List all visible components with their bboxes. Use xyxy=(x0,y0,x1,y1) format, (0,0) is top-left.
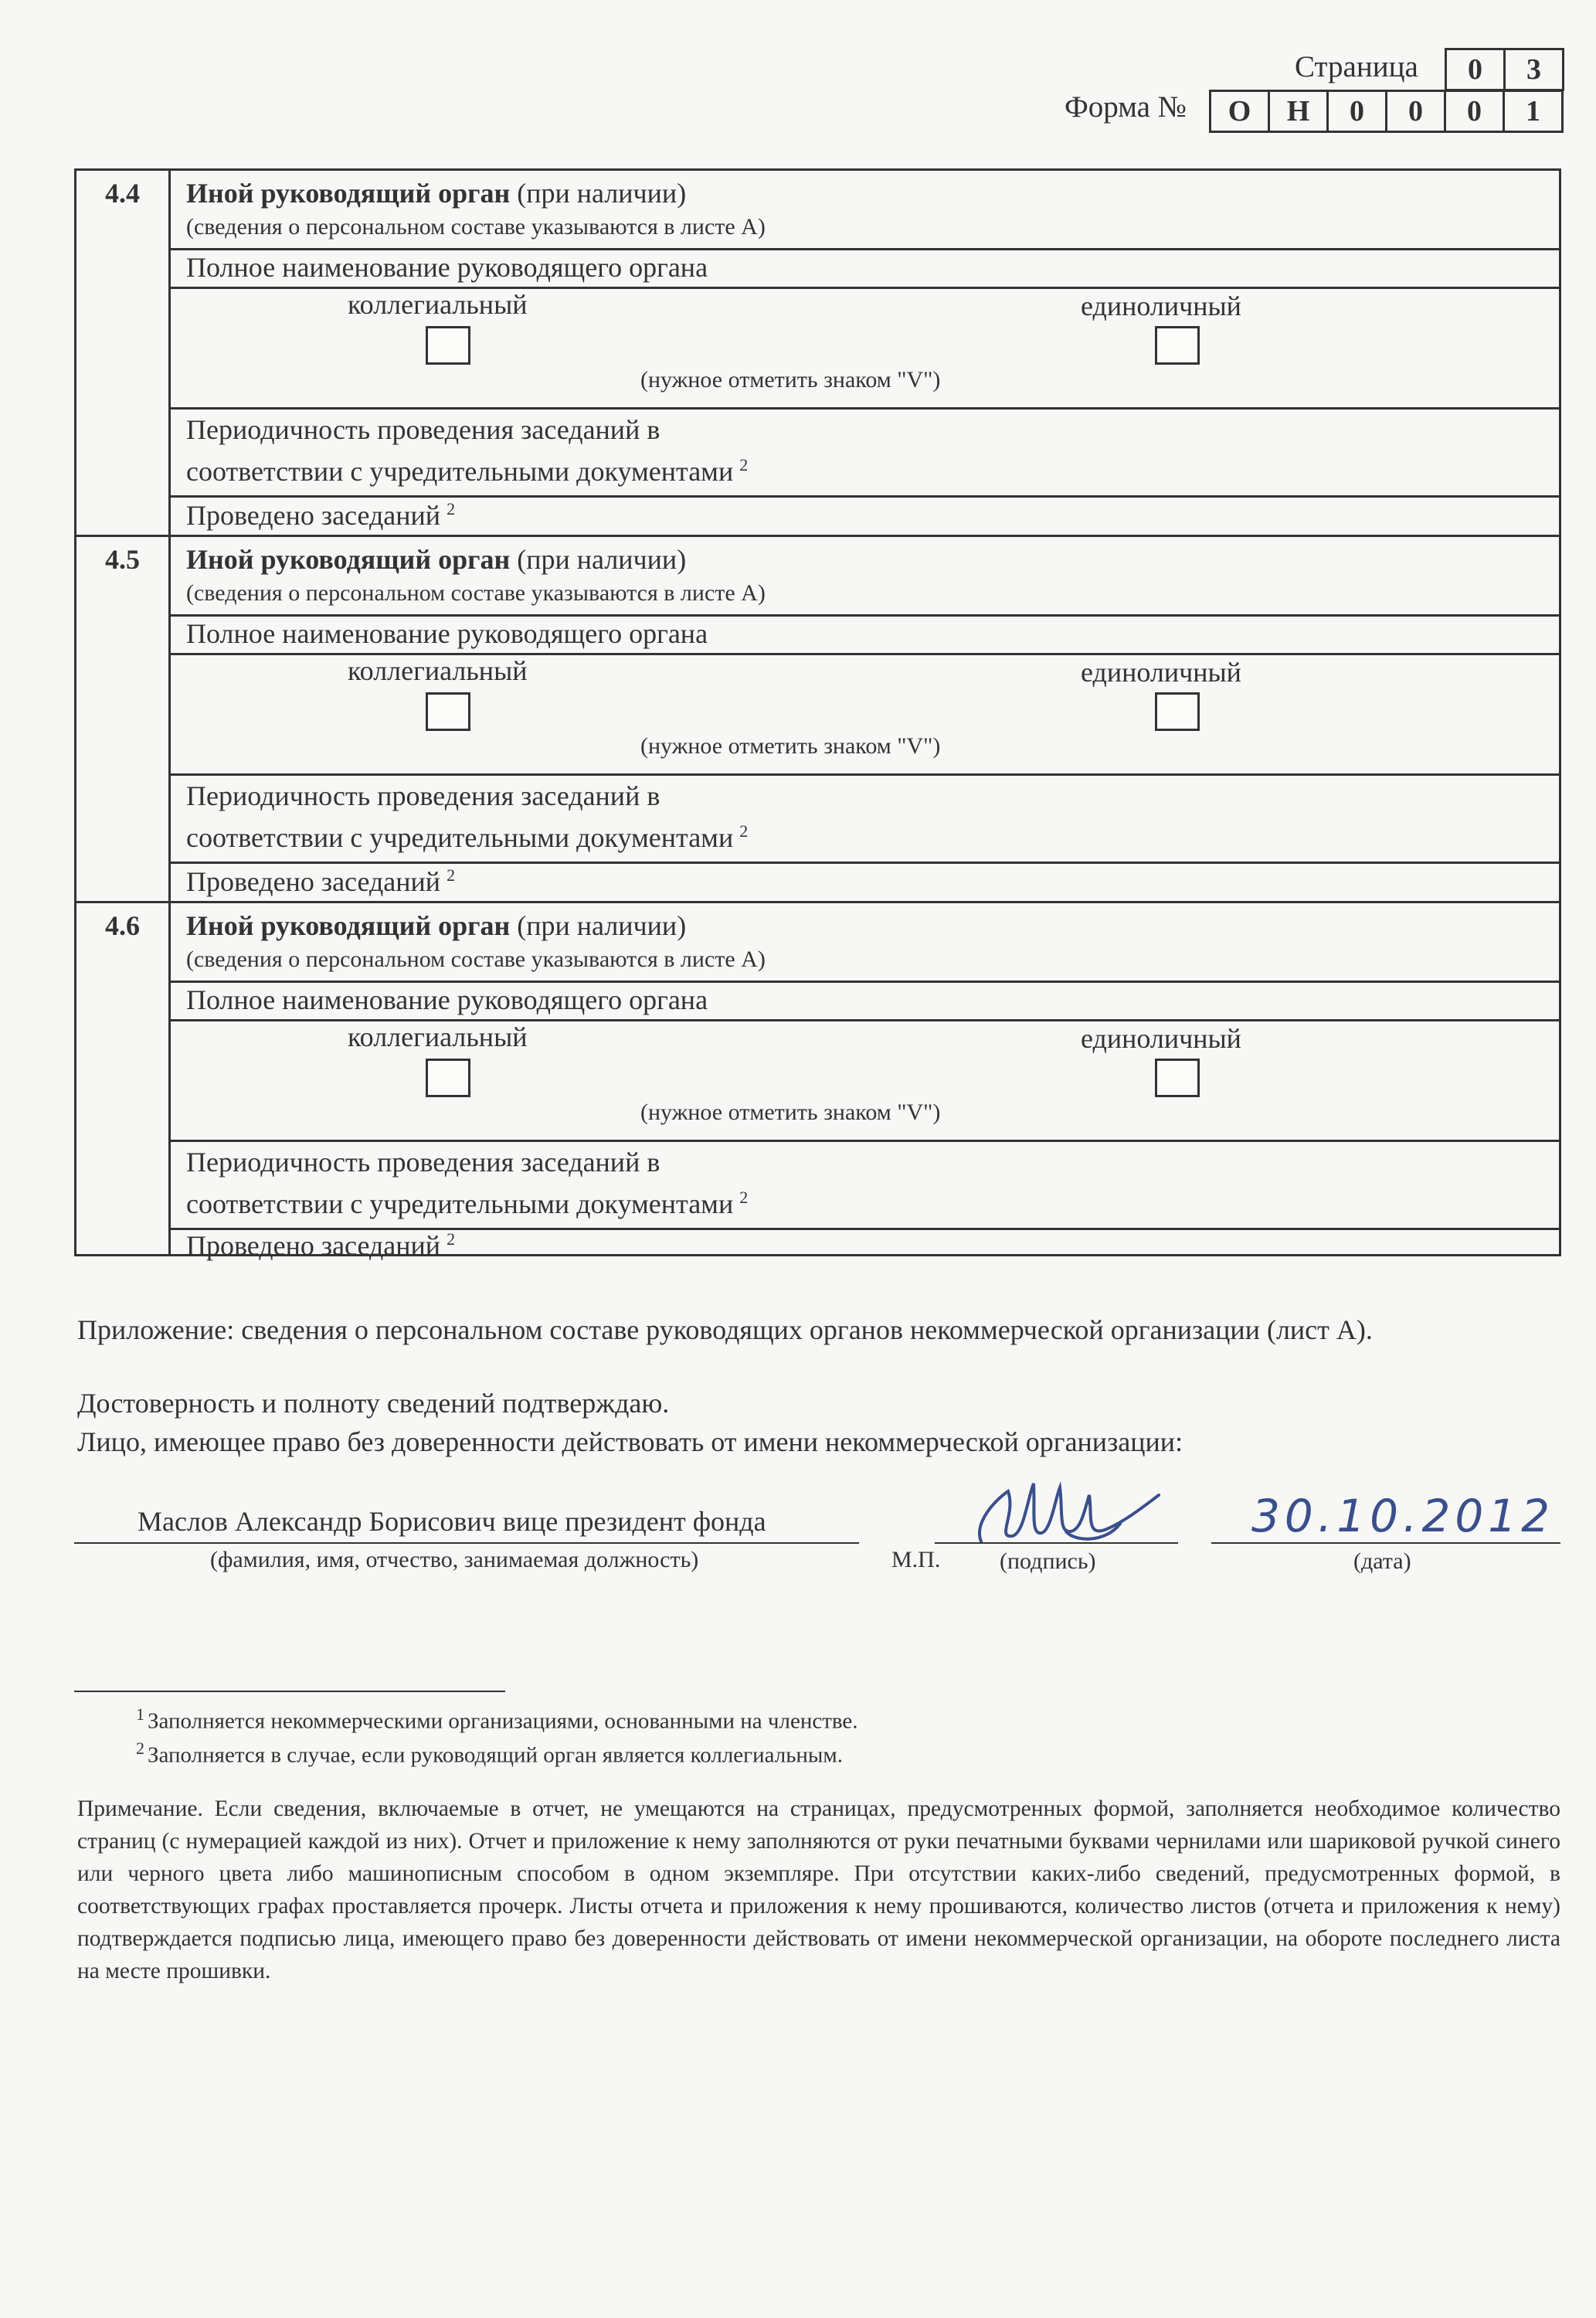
section-title: Иной руководящий орган (при наличии) xyxy=(186,910,687,941)
page-digit: 0 xyxy=(1468,53,1482,86)
full-name-label: Полное наименование руководящего органа xyxy=(186,984,708,1015)
section-number: 4.4 xyxy=(105,178,140,209)
meetings-held-label: Проведено заседаний $^2$ xyxy=(186,499,456,531)
footnote-1: $^1$ Заполняется некоммерческими организациями, основанными на членстве. xyxy=(136,1705,858,1734)
mark-hint: (нужное отметить знаком "V") xyxy=(640,733,941,759)
section-number: 4.6 xyxy=(105,910,140,941)
page-number-boxes xyxy=(1445,48,1564,91)
form-digit: 0 xyxy=(1326,92,1385,131)
governing-bodies-table xyxy=(74,168,1561,1261)
section-title: Иной руководящий орган (при наличии) xyxy=(186,178,687,209)
signature-caption: (подпись) xyxy=(1000,1548,1096,1574)
form-number-boxes xyxy=(1209,90,1564,133)
sole-label: единоличный xyxy=(1081,657,1241,688)
meetings-held-label: Проведено заседаний $^2$ xyxy=(186,1229,456,1261)
footnote-2: $^2$ Заполняется в случае, если руководящий орган является коллегиальным. xyxy=(136,1738,844,1768)
collegial-checkbox[interactable] xyxy=(426,1059,470,1097)
footnote-separator xyxy=(74,1691,505,1692)
date-caption: (дата) xyxy=(1353,1548,1411,1574)
signatory-name: Маслов Александр Борисович вице президент фонда xyxy=(138,1506,766,1537)
signature-image xyxy=(950,1468,1182,1553)
sole-label: единоличный xyxy=(1081,1023,1241,1054)
mark-hint: (нужное отметить знаком "V") xyxy=(640,367,941,393)
section-number: 4.5 xyxy=(105,544,140,575)
collegial-checkbox[interactable] xyxy=(426,692,470,731)
form-digit: 1 xyxy=(1503,92,1561,131)
section-title: Иной руководящий орган (при наличии) xyxy=(186,544,687,575)
date-line xyxy=(1211,1542,1560,1544)
periodicity-label-cont: соответствии с учредительными документами $^2$ xyxy=(186,1188,749,1219)
section-subtitle: (сведения о персональном составе указываются в листе А) xyxy=(186,580,766,606)
section-subtitle: (сведения о персональном составе указываются в листе А) xyxy=(186,214,766,240)
form-label: Форма № xyxy=(1065,90,1187,124)
appendix-text: Приложение: сведения о персональном составе руководящих органов некоммерческой организации (лист А). xyxy=(77,1314,1373,1345)
form-digit: О xyxy=(1228,95,1251,127)
full-name-label: Полное наименование руководящего органа xyxy=(186,618,708,649)
stamp-caption: М.П. xyxy=(891,1547,941,1572)
mark-hint: (нужное отметить знаком "V") xyxy=(640,1100,941,1125)
full-name-label: Полное наименование руководящего органа xyxy=(186,252,708,283)
sole-checkbox[interactable] xyxy=(1155,1059,1200,1097)
section-subtitle: (сведения о персональном составе указываются в листе А) xyxy=(186,947,766,972)
periodicity-label: Периодичность проведения заседаний в xyxy=(186,1147,660,1178)
note-paragraph: Примечание. Если сведения, включаемые в отчет, не умещаются на страницах, предусмотренных формой, заполняется необходимое количество страниц (с нумерацией каждой из них). Отчет и приложение к нему заполняются от руки печатными буквами чернилами или шариковой ручкой синего или черного цвета либо машинописным способом в одном экземпляре. При отсутствии каких-либо сведений, предусмотренных формой, в соответствующих графах проставляется прочерк. Листы отчета и приложения к нему прошиваются, количество листов (отчета и приложения к нему) подтверждается подписью лица, имеющего право без доверенности действовать от имени некоммерческой организации, на обороте последнего листа на месте прошивки. xyxy=(77,1796,1560,1983)
sole-checkbox[interactable] xyxy=(1155,692,1200,731)
collegial-label: коллегиальный xyxy=(348,289,528,320)
authorized-person-text: Лицо, имеющее право без доверенности действовать от имени некоммерческой организации: xyxy=(77,1426,1183,1457)
periodicity-label-cont: соответствии с учредительными документами $^2$ xyxy=(186,821,749,853)
meetings-held-label: Проведено заседаний $^2$ xyxy=(186,865,456,897)
collegial-label: коллегиальный xyxy=(348,1021,528,1052)
name-caption: (фамилия, имя, отчество, занимаемая должность) xyxy=(210,1547,699,1572)
periodicity-label: Периодичность проведения заседаний в xyxy=(186,414,660,445)
collegial-label: коллегиальный xyxy=(348,655,528,686)
periodicity-label-cont: соответствии с учредительными документами $^2$ xyxy=(186,455,749,487)
date-value: 30.10.2012 xyxy=(1251,1490,1555,1542)
page-label: Страница xyxy=(1295,50,1418,83)
name-line xyxy=(74,1542,859,1544)
sole-label: единоличный xyxy=(1081,291,1241,321)
collegial-checkbox[interactable] xyxy=(426,326,470,365)
form-digit: 0 xyxy=(1385,92,1444,131)
signature-line xyxy=(935,1542,1178,1544)
form-digit: 0 xyxy=(1444,92,1503,131)
page-digit: 3 xyxy=(1503,50,1562,89)
sole-checkbox[interactable] xyxy=(1155,326,1200,365)
column-divider xyxy=(168,171,171,1254)
periodicity-label: Периодичность проведения заседаний в xyxy=(186,780,660,811)
form-digit: Н xyxy=(1268,92,1326,131)
confirmation-text: Достоверность и полноту сведений подтверждаю. xyxy=(77,1388,670,1419)
